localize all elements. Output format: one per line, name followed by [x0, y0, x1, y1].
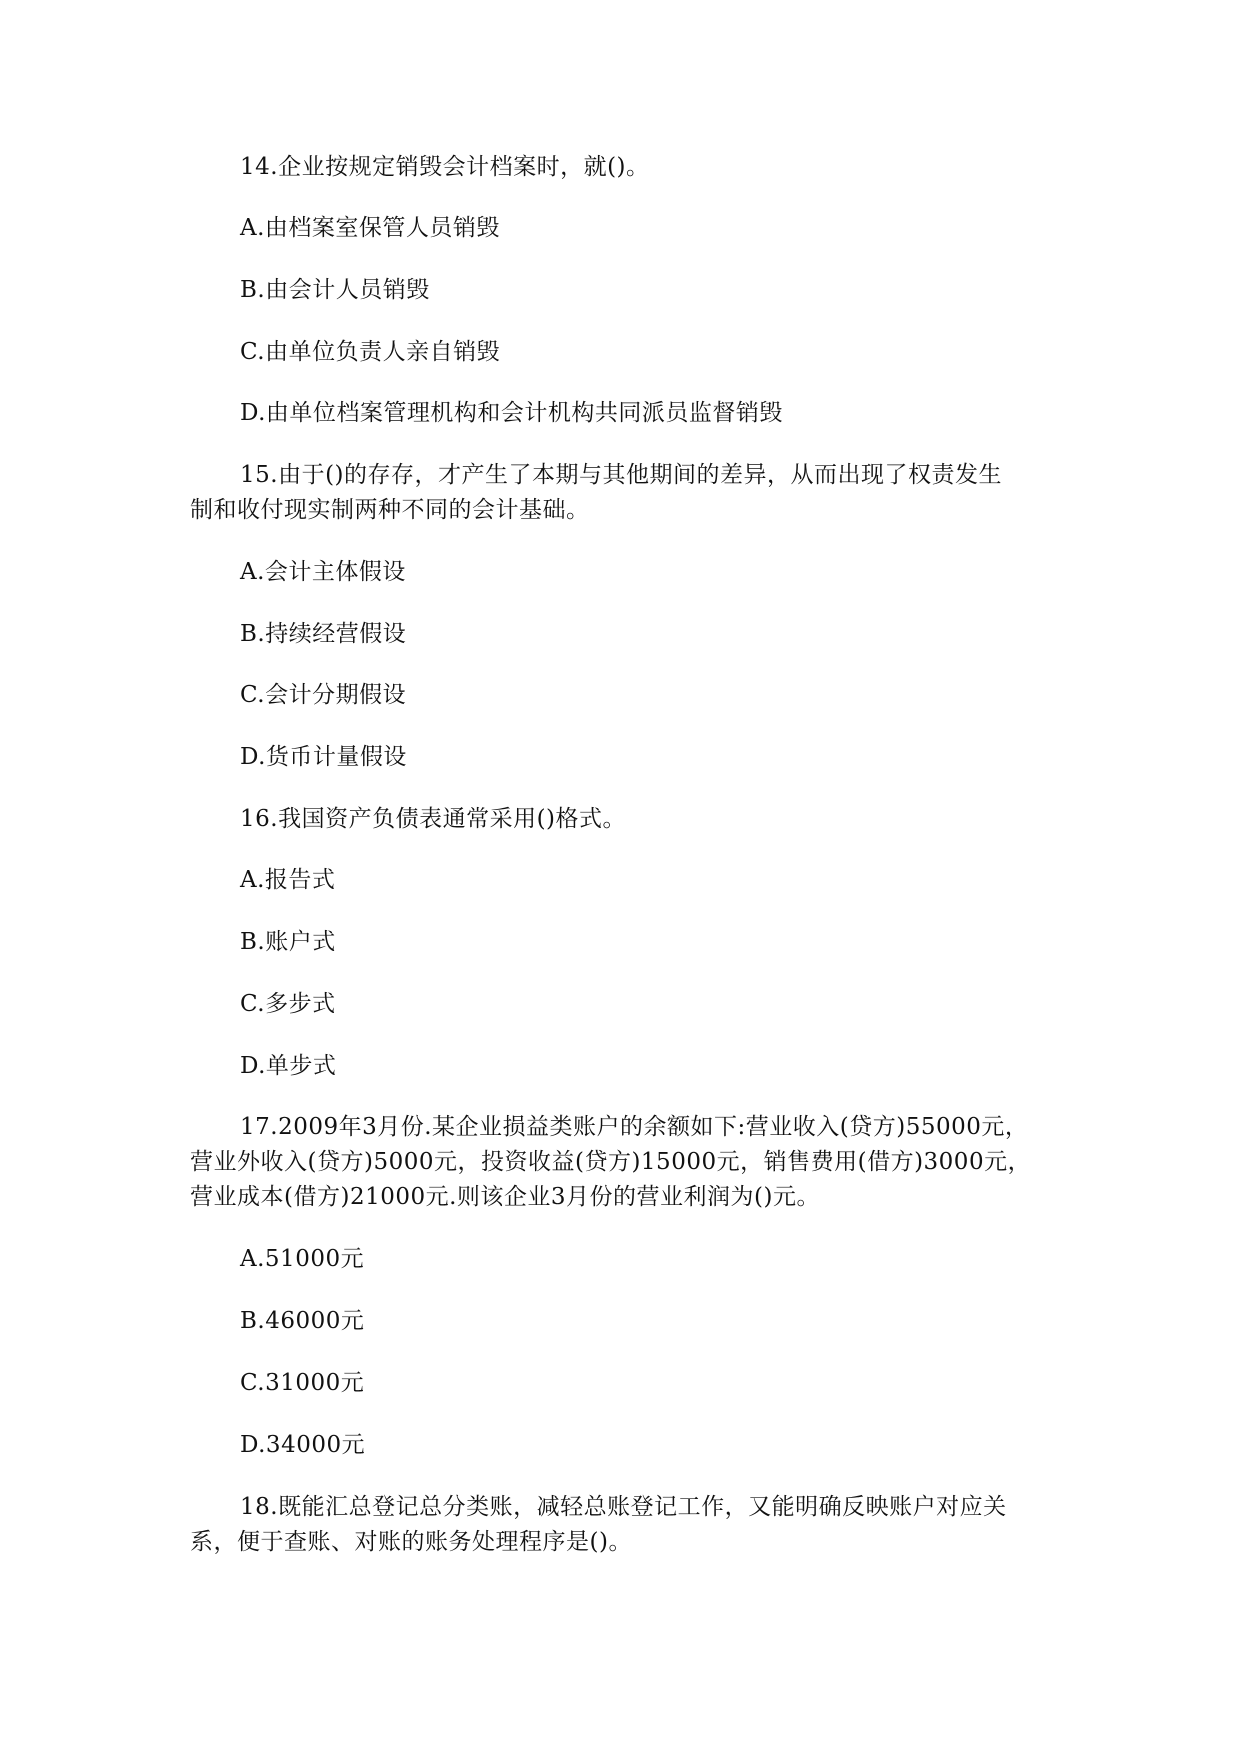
- question-18-stem-line-1: 18.既能汇总登记总分类账，减轻总账登记工作，又能明确反映账户对应关: [240, 1494, 1007, 1520]
- question-15-option-d: D.货币计量假设: [240, 744, 407, 770]
- question-15-option-a: A.会计主体假设: [240, 559, 406, 585]
- question-16-option-a: A.报告式: [240, 867, 336, 893]
- question-16-stem: 16.我国资产负债表通常采用()格式。: [240, 806, 627, 832]
- question-16-option-b: B.账户式: [240, 929, 336, 955]
- question-15-stem-line-1: 15.由于()的存存，才产生了本期与其他期间的差异，从而出现了权责发生: [240, 462, 1003, 488]
- question-15-stem-line-2: 制和收付现实制两种不同的会计基础。: [190, 497, 590, 523]
- question-17-option-b: B.46000元: [240, 1308, 365, 1334]
- question-14-option-a: A.由档案室保管人员销毁: [240, 215, 500, 241]
- question-17-stem-line-3: 营业成本(借方)21000元.则该企业3月份的营业利润为()元。: [190, 1184, 821, 1210]
- question-17-option-a: A.51000元: [240, 1246, 365, 1272]
- question-14-option-d: D.由单位档案管理机构和会计机构共同派员监督销毁: [240, 400, 783, 426]
- question-16-option-c: C.多步式: [240, 991, 336, 1017]
- question-17-option-d: D.34000元: [240, 1432, 366, 1458]
- question-15-option-c: C.会计分期假设: [240, 682, 407, 708]
- question-17-option-c: C.31000元: [240, 1370, 365, 1396]
- question-18-stem-line-2: 系，便于查账、对账的账务处理程序是()。: [190, 1529, 632, 1555]
- question-15-option-b: B.持续经营假设: [240, 621, 407, 647]
- question-14-option-c: C.由单位负责人亲自销毁: [240, 339, 501, 365]
- question-16-option-d: D.单步式: [240, 1053, 337, 1079]
- question-17-stem-line-2: 营业外收入(贷方)5000元，投资收益(贷方)15000元，销售费用(借方)3000元，: [190, 1149, 1032, 1175]
- question-17-stem-line-1: 17.2009年3月份.某企业损益类账户的余额如下:营业收入(贷方)55000元，: [240, 1114, 1029, 1140]
- question-14-stem: 14.企业按规定销毁会计档案时，就()。: [240, 154, 650, 180]
- question-14-option-b: B.由会计人员销毁: [240, 277, 430, 303]
